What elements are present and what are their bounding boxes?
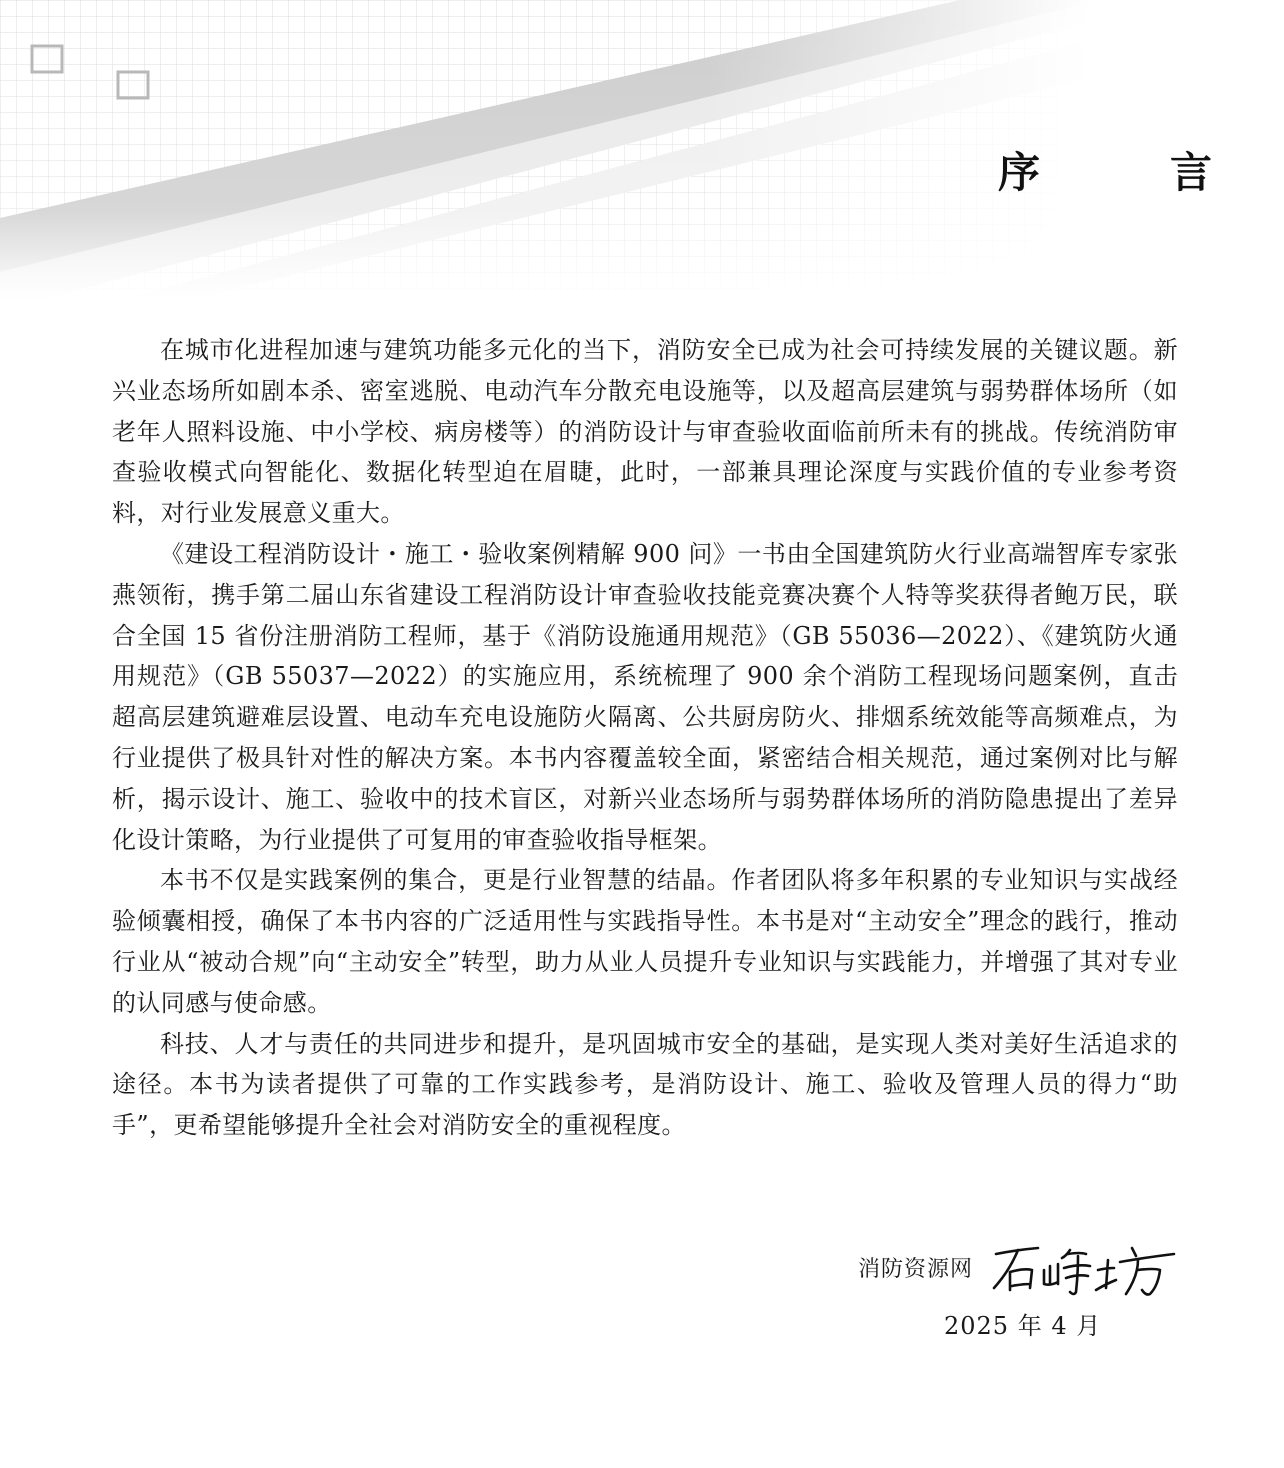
signature-block (858, 1240, 1188, 1300)
signature-org: 消防资源网 (858, 1257, 974, 1282)
page-title: 序 言 (998, 148, 1257, 197)
paragraph: 在城市化进程加速与建筑功能多元化的当下，消防安全已成为社会可持续发展的关键议题。新兴业态场所如剧本杀、密室逃脱、电动汽车分散充电设施等，以及超高层建筑与弱势群体场所（如老年人照料设施、中小学校、病房楼等）的消防设计与审查验收面临前所未有的挑战。传统消防审查验收模式向智能化、数据化转型迫在眉睫，此时，一部兼具理论深度与实践价值的专业参考资料，对行业发展意义重大。 (112, 336, 1178, 528)
paragraph: 科技、人才与责任的共同进步和提升，是巩固城市安全的基础，是实现人类对美好生活追求的途径。本书为读者提供了可靠的工作实践参考，是消防设计、施工、验收及管理人员的得力“助手”，更希望能够提升全社会对消防安全的重视程度。 (112, 1029, 1178, 1140)
preface-body (112, 330, 1178, 1146)
signature-date: 2025 年 4 月 (944, 1312, 1102, 1340)
paragraph: 《建设工程消防设计・施工・验收案例精解 900 问》一书由全国建筑防火行业高端智库专家张燕领衔，携手第二届山东省建设工程消防设计审查验收技能竞赛决赛个人特等奖获得者鲍万民，联合全国 15 省份注册消防工程师，基于《消防设施通用规范》（GB 55036—2022）、《建筑防火通用规范》（GB 55037—2022）的实施应用，系统梳理了 900 余个消防工程现场问题案例，直击超高层建筑避难层设置、电动车充电设施防火隔离、公共厨房防火、排烟系统效能等高频难点，为行业提供了极具针对性的解决方案。本书内容覆盖较全面，紧密结合相关规范，通过案例对比与解析，揭示设计、施工、验收中的技术盲区，对新兴业态场所与弱势群体场所的消防隐患提出了差异化设计策略，为行业提供了可复用的审查验收指导框架。 (112, 539, 1178, 854)
paragraph: 本书不仅是实践案例的集合，更是行业智慧的结晶。作者团队将多年积累的专业知识与实战经验倾囊相授，确保了本书内容的广泛适用性与实践指导性。本书是对“主动安全”理念的践行，推动行业从“被动合规”向“主动安全”转型，助力从业人员提升专业知识与实践能力，并增强了其对专业的认同感与使命感。 (112, 866, 1178, 1017)
handwritten-signature (990, 1240, 1180, 1300)
